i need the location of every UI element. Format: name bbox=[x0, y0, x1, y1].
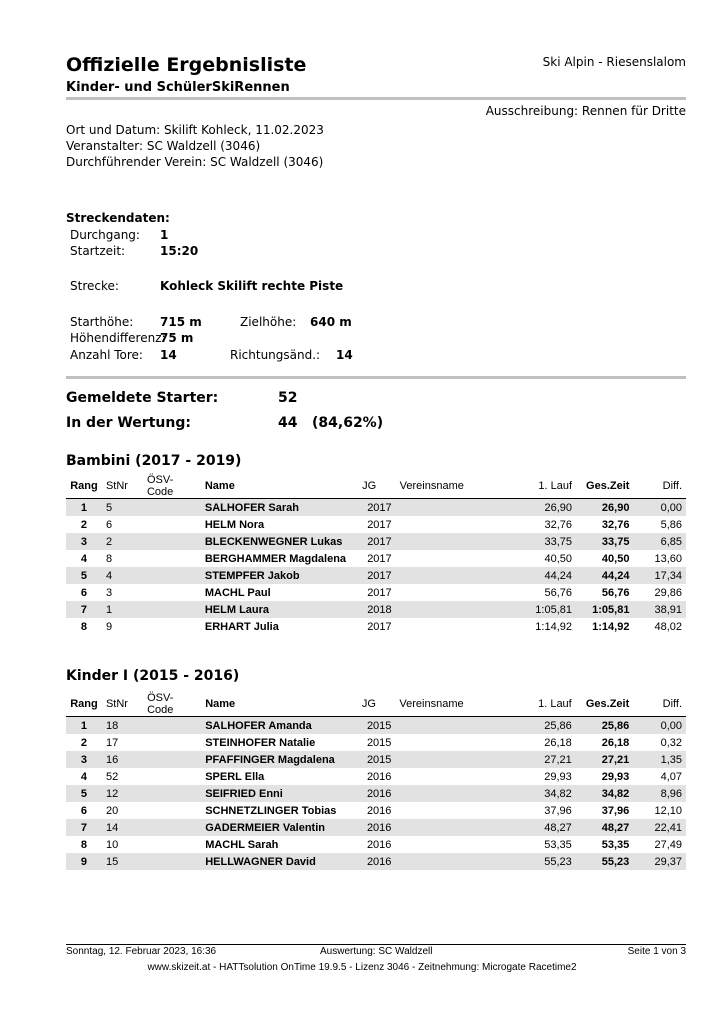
cell-jg: 2018 bbox=[358, 601, 396, 618]
results-table-bambini bbox=[66, 474, 686, 635]
cell-rang: 7 bbox=[66, 601, 102, 618]
table-row bbox=[66, 584, 686, 601]
cell-name: HELM Laura bbox=[201, 601, 358, 618]
cell-diff: 22,41 bbox=[633, 819, 686, 836]
cell-ges: 32,76 bbox=[601, 518, 630, 531]
discipline-label: Ski Alpin - Riesenslalom bbox=[542, 55, 686, 69]
cell-ges: 44,24 bbox=[576, 567, 633, 584]
cell-oesv bbox=[143, 550, 201, 567]
startzeit-label: Startzeit: bbox=[70, 244, 126, 258]
cell-stnr: 6 bbox=[105, 518, 113, 531]
cell-lauf: 1:14,92 bbox=[535, 620, 572, 633]
cell-diff: 1,35 bbox=[633, 751, 686, 768]
cell-rang: 4 bbox=[80, 770, 88, 783]
cell-verein bbox=[396, 516, 519, 533]
cell-verein bbox=[396, 584, 519, 601]
cell-diff: 6,85 bbox=[633, 533, 686, 550]
cell-ges: 29,93 bbox=[601, 770, 630, 783]
cell-ges: 37,96 bbox=[601, 804, 630, 817]
cell-stnr: 15 bbox=[102, 853, 143, 870]
cell-stnr: 3 bbox=[105, 586, 113, 599]
cell-ges: 53,35 bbox=[601, 838, 630, 851]
cell-ges: 1:05,81 bbox=[576, 601, 633, 618]
cell-lauf: 40,50 bbox=[544, 552, 572, 565]
footer-page: Seite 1 von 3 bbox=[627, 946, 686, 957]
cell-diff: 27,49 bbox=[654, 838, 682, 851]
cell-name: BLECKENWEGNER Lukas bbox=[201, 533, 358, 550]
cell-rang: 5 bbox=[66, 567, 102, 584]
table-row bbox=[66, 618, 686, 635]
cell-rang: 6 bbox=[80, 804, 88, 817]
cell-ges: 25,86 bbox=[576, 717, 634, 735]
cell-verein bbox=[396, 550, 519, 567]
cell-rang: 8 bbox=[80, 838, 88, 851]
table-row bbox=[66, 516, 686, 533]
cell-oesv bbox=[143, 516, 201, 533]
col-rang: Rang bbox=[66, 474, 102, 499]
cell-jg: 2017 bbox=[367, 586, 392, 599]
streckendaten-heading: Streckendaten: bbox=[66, 211, 170, 225]
cell-name: STEMPFER Jakob bbox=[201, 567, 358, 584]
col-stnr: StNr bbox=[102, 474, 143, 499]
cell-lauf: 53,35 bbox=[544, 838, 572, 851]
cell-verein bbox=[395, 785, 519, 802]
cell-verein bbox=[395, 819, 519, 836]
richtung-value: 14 bbox=[336, 348, 353, 362]
cell-oesv bbox=[143, 751, 201, 768]
footer-divider bbox=[66, 944, 686, 945]
cell-stnr: 10 bbox=[105, 838, 119, 851]
cell-ges: 34,82 bbox=[576, 785, 634, 802]
table-row bbox=[66, 601, 686, 618]
col-ges: Ges.Zeit bbox=[576, 692, 634, 717]
cell-diff: 17,34 bbox=[633, 567, 686, 584]
cell-stnr: 12 bbox=[102, 785, 143, 802]
cell-verein bbox=[395, 853, 519, 870]
table-header-row bbox=[66, 474, 686, 499]
cell-lauf: 26,90 bbox=[519, 499, 576, 517]
cell-diff: 8,96 bbox=[633, 785, 686, 802]
cell-diff: 38,91 bbox=[633, 601, 686, 618]
cell-rang: 4 bbox=[80, 552, 88, 565]
cell-lauf: 48,27 bbox=[519, 819, 575, 836]
cell-lauf: 1:05,81 bbox=[519, 601, 576, 618]
cell-name: STEINHOFER Natalie bbox=[205, 736, 316, 749]
hoehendiff-label: Höhendifferenz: bbox=[70, 331, 166, 345]
header-divider bbox=[66, 97, 686, 100]
cell-stnr: 5 bbox=[102, 499, 143, 517]
cell-jg: 2015 bbox=[358, 717, 396, 735]
cell-oesv bbox=[143, 618, 201, 635]
cell-verein bbox=[396, 567, 519, 584]
cell-verein bbox=[396, 499, 519, 517]
cell-lauf: 29,93 bbox=[544, 770, 572, 783]
cell-jg: 2017 bbox=[367, 620, 392, 633]
cell-name: HELM Nora bbox=[204, 518, 265, 531]
startzeit-value: 15:20 bbox=[160, 244, 199, 258]
cell-oesv bbox=[143, 499, 201, 517]
cell-rang: 6 bbox=[80, 586, 88, 599]
cell-jg: 2016 bbox=[358, 819, 396, 836]
col-name: Name bbox=[201, 474, 358, 499]
cell-oesv bbox=[143, 768, 201, 785]
cell-stnr: 1 bbox=[102, 601, 143, 618]
col-ges: Ges.Zeit bbox=[576, 474, 633, 499]
cell-lauf: 33,75 bbox=[519, 533, 576, 550]
cell-oesv bbox=[143, 717, 201, 735]
zielhoehe-value: 640 m bbox=[310, 315, 352, 329]
cell-stnr: 20 bbox=[105, 804, 119, 817]
cell-diff: 29,37 bbox=[633, 853, 686, 870]
wertung-percent: (84,62%) bbox=[312, 415, 384, 431]
cell-name: PFAFFINGER Magdalena bbox=[201, 751, 358, 768]
cell-rang: 1 bbox=[66, 717, 102, 735]
cell-oesv bbox=[143, 802, 201, 819]
cell-diff: 29,86 bbox=[654, 586, 682, 599]
cell-ges: 26,18 bbox=[601, 736, 630, 749]
cell-verein bbox=[395, 717, 519, 735]
cell-ges: 1:14,92 bbox=[592, 620, 630, 633]
cell-lauf: 25,86 bbox=[519, 717, 575, 735]
cell-rang: 1 bbox=[66, 499, 102, 517]
cell-jg: 2015 bbox=[366, 736, 392, 749]
cell-ges: 26,90 bbox=[576, 499, 633, 517]
cell-name: ERHART Julia bbox=[204, 620, 279, 633]
col-diff: Diff. bbox=[633, 692, 686, 717]
cell-name: SALHOFER Amanda bbox=[201, 717, 358, 735]
col-verein: Vereinsname bbox=[396, 474, 519, 499]
table-row bbox=[66, 768, 686, 785]
cell-diff: 48,02 bbox=[654, 620, 682, 633]
cell-jg: 2016 bbox=[358, 785, 396, 802]
cell-name: MACHL Sarah bbox=[205, 838, 279, 851]
cell-diff: 13,60 bbox=[654, 552, 682, 565]
info-ort: Ort und Datum: Skilift Kohleck, 11.02.2023 bbox=[66, 123, 324, 137]
col-jg: JG bbox=[358, 474, 396, 499]
cell-diff: 0,32 bbox=[660, 736, 682, 749]
cell-diff: 12,10 bbox=[654, 804, 682, 817]
cell-oesv bbox=[143, 734, 201, 751]
table-row bbox=[66, 836, 686, 853]
table-row bbox=[66, 802, 686, 819]
cell-oesv bbox=[143, 584, 201, 601]
gemeldet-label: Gemeldete Starter: bbox=[66, 390, 219, 406]
info-veranstalter: Veranstalter: SC Waldzell (3046) bbox=[66, 139, 261, 153]
cell-diff: 4,07 bbox=[660, 770, 682, 783]
cell-verein bbox=[395, 734, 519, 751]
category-title-kinder-1: Kinder I (2015 - 2016) bbox=[66, 668, 240, 684]
tore-label: Anzahl Tore: bbox=[70, 348, 143, 362]
cell-oesv bbox=[143, 601, 201, 618]
cell-lauf: 37,96 bbox=[544, 804, 572, 817]
table-header-row bbox=[66, 692, 686, 717]
col-lauf: 1. Lauf bbox=[519, 692, 575, 717]
results-body-kinder-1 bbox=[66, 717, 686, 871]
cell-stnr: 17 bbox=[105, 736, 119, 749]
cell-stnr: 4 bbox=[102, 567, 143, 584]
cell-name: SPERL Ella bbox=[205, 770, 265, 783]
cell-name: HELLWAGNER David bbox=[201, 853, 358, 870]
footer-auswertung: Auswertung: SC Waldzell bbox=[320, 946, 433, 957]
cell-verein bbox=[395, 836, 519, 853]
cell-ges: 40,50 bbox=[601, 552, 630, 565]
cell-oesv bbox=[143, 785, 201, 802]
col-jg: JG bbox=[358, 692, 396, 717]
cell-stnr: 52 bbox=[105, 770, 119, 783]
cell-name: SALHOFER Sarah bbox=[201, 499, 358, 517]
col-diff: Diff. bbox=[633, 474, 686, 499]
cell-diff: 0,00 bbox=[633, 499, 686, 517]
cell-verein bbox=[395, 802, 519, 819]
col-stnr: StNr bbox=[102, 692, 143, 717]
cell-name: SEIFRIED Enni bbox=[201, 785, 358, 802]
cell-jg: 2017 bbox=[367, 518, 392, 531]
cell-verein bbox=[396, 601, 519, 618]
strecke-value: Kohleck Skilift rechte Piste bbox=[160, 279, 344, 293]
wertung-value: 44 bbox=[278, 415, 298, 431]
cell-name: SCHNETZLINGER Tobias bbox=[205, 804, 337, 817]
cell-ges: 33,75 bbox=[576, 533, 633, 550]
cell-lauf: 44,24 bbox=[519, 567, 576, 584]
cell-lauf: 56,76 bbox=[544, 586, 572, 599]
footer-date: Sonntag, 12. Februar 2023, 16:36 bbox=[66, 946, 217, 957]
cell-ges: 55,23 bbox=[576, 853, 634, 870]
col-name: Name bbox=[201, 692, 358, 717]
cell-name: BERGHAMMER Magdalena bbox=[204, 552, 347, 565]
table-row bbox=[66, 785, 686, 802]
cell-rang: 2 bbox=[80, 518, 88, 531]
cell-stnr: 9 bbox=[105, 620, 113, 633]
footer-credits: www.skizeit.at - HATTsolution OnTime 19.9.5 - Lizenz 3046 - Zeitnehmung: Microgate Racetime2 bbox=[147, 962, 577, 973]
results-table-kinder-1 bbox=[66, 692, 686, 870]
cell-jg: 2017 bbox=[358, 567, 396, 584]
cell-stnr: 2 bbox=[102, 533, 143, 550]
table-row bbox=[66, 567, 686, 584]
hoehendiff-value: 75 m bbox=[160, 331, 194, 345]
cell-stnr: 14 bbox=[102, 819, 143, 836]
cell-lauf: 27,21 bbox=[519, 751, 575, 768]
cell-oesv bbox=[143, 819, 201, 836]
durchgang-value: 1 bbox=[160, 228, 169, 242]
col-rang: Rang bbox=[66, 692, 102, 717]
category-title-bambini: Bambini (2017 - 2019) bbox=[66, 453, 242, 469]
cell-lauf: 26,18 bbox=[544, 736, 572, 749]
cell-lauf: 32,76 bbox=[544, 518, 572, 531]
cell-verein bbox=[396, 533, 519, 550]
cell-rang: 7 bbox=[66, 819, 102, 836]
ausschreibung-label: Ausschreibung: Rennen für Dritte bbox=[485, 104, 686, 118]
col-verein: Vereinsname bbox=[395, 692, 519, 717]
cell-ges: 56,76 bbox=[601, 586, 630, 599]
cell-jg: 2015 bbox=[358, 751, 396, 768]
tore-value: 14 bbox=[160, 348, 177, 362]
cell-diff: 5,86 bbox=[660, 518, 682, 531]
cell-stnr: 18 bbox=[102, 717, 143, 735]
wertung-label: In der Wertung: bbox=[66, 415, 191, 431]
table-row bbox=[66, 533, 686, 550]
starthoehe-value: 715 m bbox=[160, 315, 202, 329]
richtung-label: Richtungsänd.: bbox=[230, 348, 321, 362]
col-oesv: ÖSV-Code bbox=[143, 692, 201, 717]
cell-verein bbox=[396, 618, 519, 635]
cell-ges: 27,21 bbox=[576, 751, 634, 768]
zielhoehe-label: Zielhöhe: bbox=[240, 315, 297, 329]
cell-jg: 2016 bbox=[366, 804, 392, 817]
cell-lauf: 55,23 bbox=[519, 853, 575, 870]
cell-rang: 2 bbox=[80, 736, 88, 749]
cell-oesv bbox=[143, 853, 201, 870]
cell-rang: 3 bbox=[66, 533, 102, 550]
cell-rang: 5 bbox=[66, 785, 102, 802]
document-title: Offizielle Ergebnisliste bbox=[66, 54, 307, 76]
cell-jg: 2017 bbox=[367, 552, 392, 565]
cell-jg: 2017 bbox=[358, 533, 396, 550]
document-subtitle: Kinder- und SchülerSkiRennen bbox=[66, 80, 290, 95]
cell-oesv bbox=[143, 836, 201, 853]
cell-rang: 8 bbox=[80, 620, 88, 633]
cell-jg: 2016 bbox=[358, 853, 396, 870]
table-row bbox=[66, 819, 686, 836]
cell-ges: 48,27 bbox=[576, 819, 634, 836]
info-verein: Durchführender Verein: SC Waldzell (3046) bbox=[66, 155, 324, 169]
cell-oesv bbox=[143, 567, 201, 584]
strecke-label: Strecke: bbox=[70, 279, 119, 293]
cell-oesv bbox=[143, 533, 201, 550]
col-lauf: 1. Lauf bbox=[519, 474, 576, 499]
cell-lauf: 34,82 bbox=[519, 785, 575, 802]
table-row bbox=[66, 550, 686, 567]
table-row bbox=[66, 751, 686, 768]
cell-name: MACHL Paul bbox=[204, 586, 271, 599]
cell-stnr: 16 bbox=[102, 751, 143, 768]
cell-rang: 3 bbox=[66, 751, 102, 768]
cell-stnr: 8 bbox=[105, 552, 113, 565]
cell-jg: 2017 bbox=[358, 499, 396, 517]
table-row bbox=[66, 853, 686, 870]
col-oesv: ÖSV-Code bbox=[143, 474, 201, 499]
table-row bbox=[66, 499, 686, 517]
cell-verein bbox=[395, 768, 519, 785]
cell-verein bbox=[395, 751, 519, 768]
gemeldet-value: 52 bbox=[278, 390, 298, 406]
table-row bbox=[66, 717, 686, 735]
cell-jg: 2016 bbox=[366, 838, 392, 851]
strecke-divider bbox=[66, 376, 686, 379]
cell-name: GADERMEIER Valentin bbox=[201, 819, 358, 836]
results-body-bambini bbox=[66, 499, 686, 636]
cell-rang: 9 bbox=[66, 853, 102, 870]
cell-diff: 0,00 bbox=[633, 717, 686, 735]
durchgang-label: Durchgang: bbox=[70, 228, 140, 242]
table-row bbox=[66, 734, 686, 751]
starthoehe-label: Starthöhe: bbox=[70, 315, 134, 329]
cell-jg: 2016 bbox=[366, 770, 392, 783]
